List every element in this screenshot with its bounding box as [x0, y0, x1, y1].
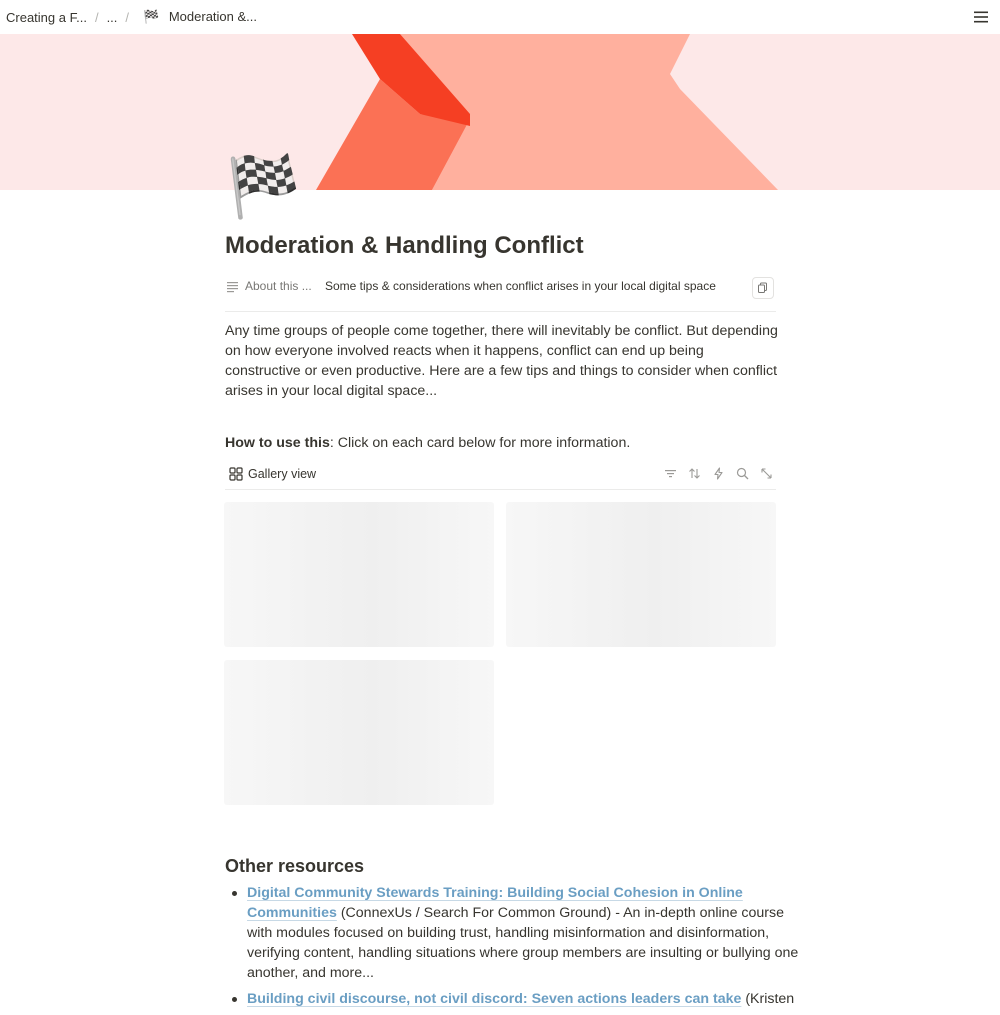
copy-icon [757, 282, 769, 294]
property-divider [225, 311, 776, 312]
breadcrumb-item-ellipsis[interactable]: ... [106, 9, 118, 25]
database-view-bar [225, 462, 776, 486]
breadcrumb-item-parent[interactable]: Creating a F... [6, 9, 87, 25]
property-value[interactable]: Some tips & considerations when conflict arises in your local digital space [325, 279, 716, 293]
list-item [247, 989, 802, 1009]
resource-description: (ConnexUs / Search For Common Ground) - An in-depth online course with modules focused on building trust, handling misinformation and disinformation, verifying content, handling situations where group members are insulting or bullying one another, and more... [247, 905, 799, 981]
howto-paragraph[interactable] [225, 433, 630, 453]
property-name-label: About this ... [245, 279, 312, 293]
top-bar [0, 0, 1000, 34]
howto-text: : Click on each card below for more information. [329, 435, 631, 451]
breadcrumb-current-label: Moderation &... [168, 9, 257, 24]
property-name[interactable] [225, 279, 325, 293]
breadcrumb-separator: / [125, 9, 130, 25]
expand-button[interactable] [759, 466, 774, 481]
text-lines-icon [225, 279, 239, 293]
gallery-card[interactable] [224, 660, 494, 805]
resource-description: (Kristen [741, 991, 795, 1007]
filter-button[interactable] [663, 466, 678, 481]
automation-button[interactable] [711, 466, 726, 481]
intro-paragraph[interactable]: Any time groups of people come together, there will inevitably be conflict. But depending on how everyone involved reacts when it happens, conflict can end up being constructive or even productive. Here are a few tips and things to consider when conflict arises in your local digital space... [225, 323, 778, 399]
resource-link[interactable]: Digital Community Stewards Training: Building Social Cohesion in Online Communities [247, 885, 743, 921]
copy-button[interactable] [752, 277, 774, 299]
breadcrumb-separator: / [94, 9, 99, 25]
menu-button[interactable] [972, 8, 990, 26]
view-tools [663, 466, 774, 481]
expand-icon [760, 467, 773, 480]
page-icon[interactable]: 🏁 [226, 153, 301, 220]
checkered-flag-icon: 🏁 [143, 9, 160, 24]
breadcrumb-item-current[interactable] [143, 9, 257, 25]
property-row [225, 272, 776, 300]
gallery-view-tab[interactable] [225, 467, 316, 481]
resource-link[interactable]: Building civil discourse, not civil discord: Seven actions leaders can take [247, 991, 742, 1007]
sort-icon [688, 467, 701, 480]
gallery-card[interactable] [224, 502, 494, 647]
sort-button[interactable] [687, 466, 702, 481]
lightning-icon [712, 467, 725, 480]
search-button[interactable] [735, 466, 750, 481]
page-title[interactable]: Moderation & Handling Conflict [225, 232, 584, 259]
gallery-view-label: Gallery view [248, 467, 317, 481]
gallery-icon [229, 467, 243, 481]
cover-artwork [0, 34, 1000, 190]
page-cover[interactable] [0, 34, 1000, 190]
filter-icon [664, 467, 677, 480]
search-icon [736, 467, 749, 480]
list-item [247, 883, 802, 983]
hamburger-icon [972, 8, 990, 26]
howto-bold: How to use this [225, 435, 330, 451]
gallery-card[interactable] [506, 502, 776, 647]
resources-list [225, 883, 802, 1015]
other-resources-heading[interactable]: Other resources [225, 856, 365, 876]
view-bar-divider [225, 489, 776, 490]
